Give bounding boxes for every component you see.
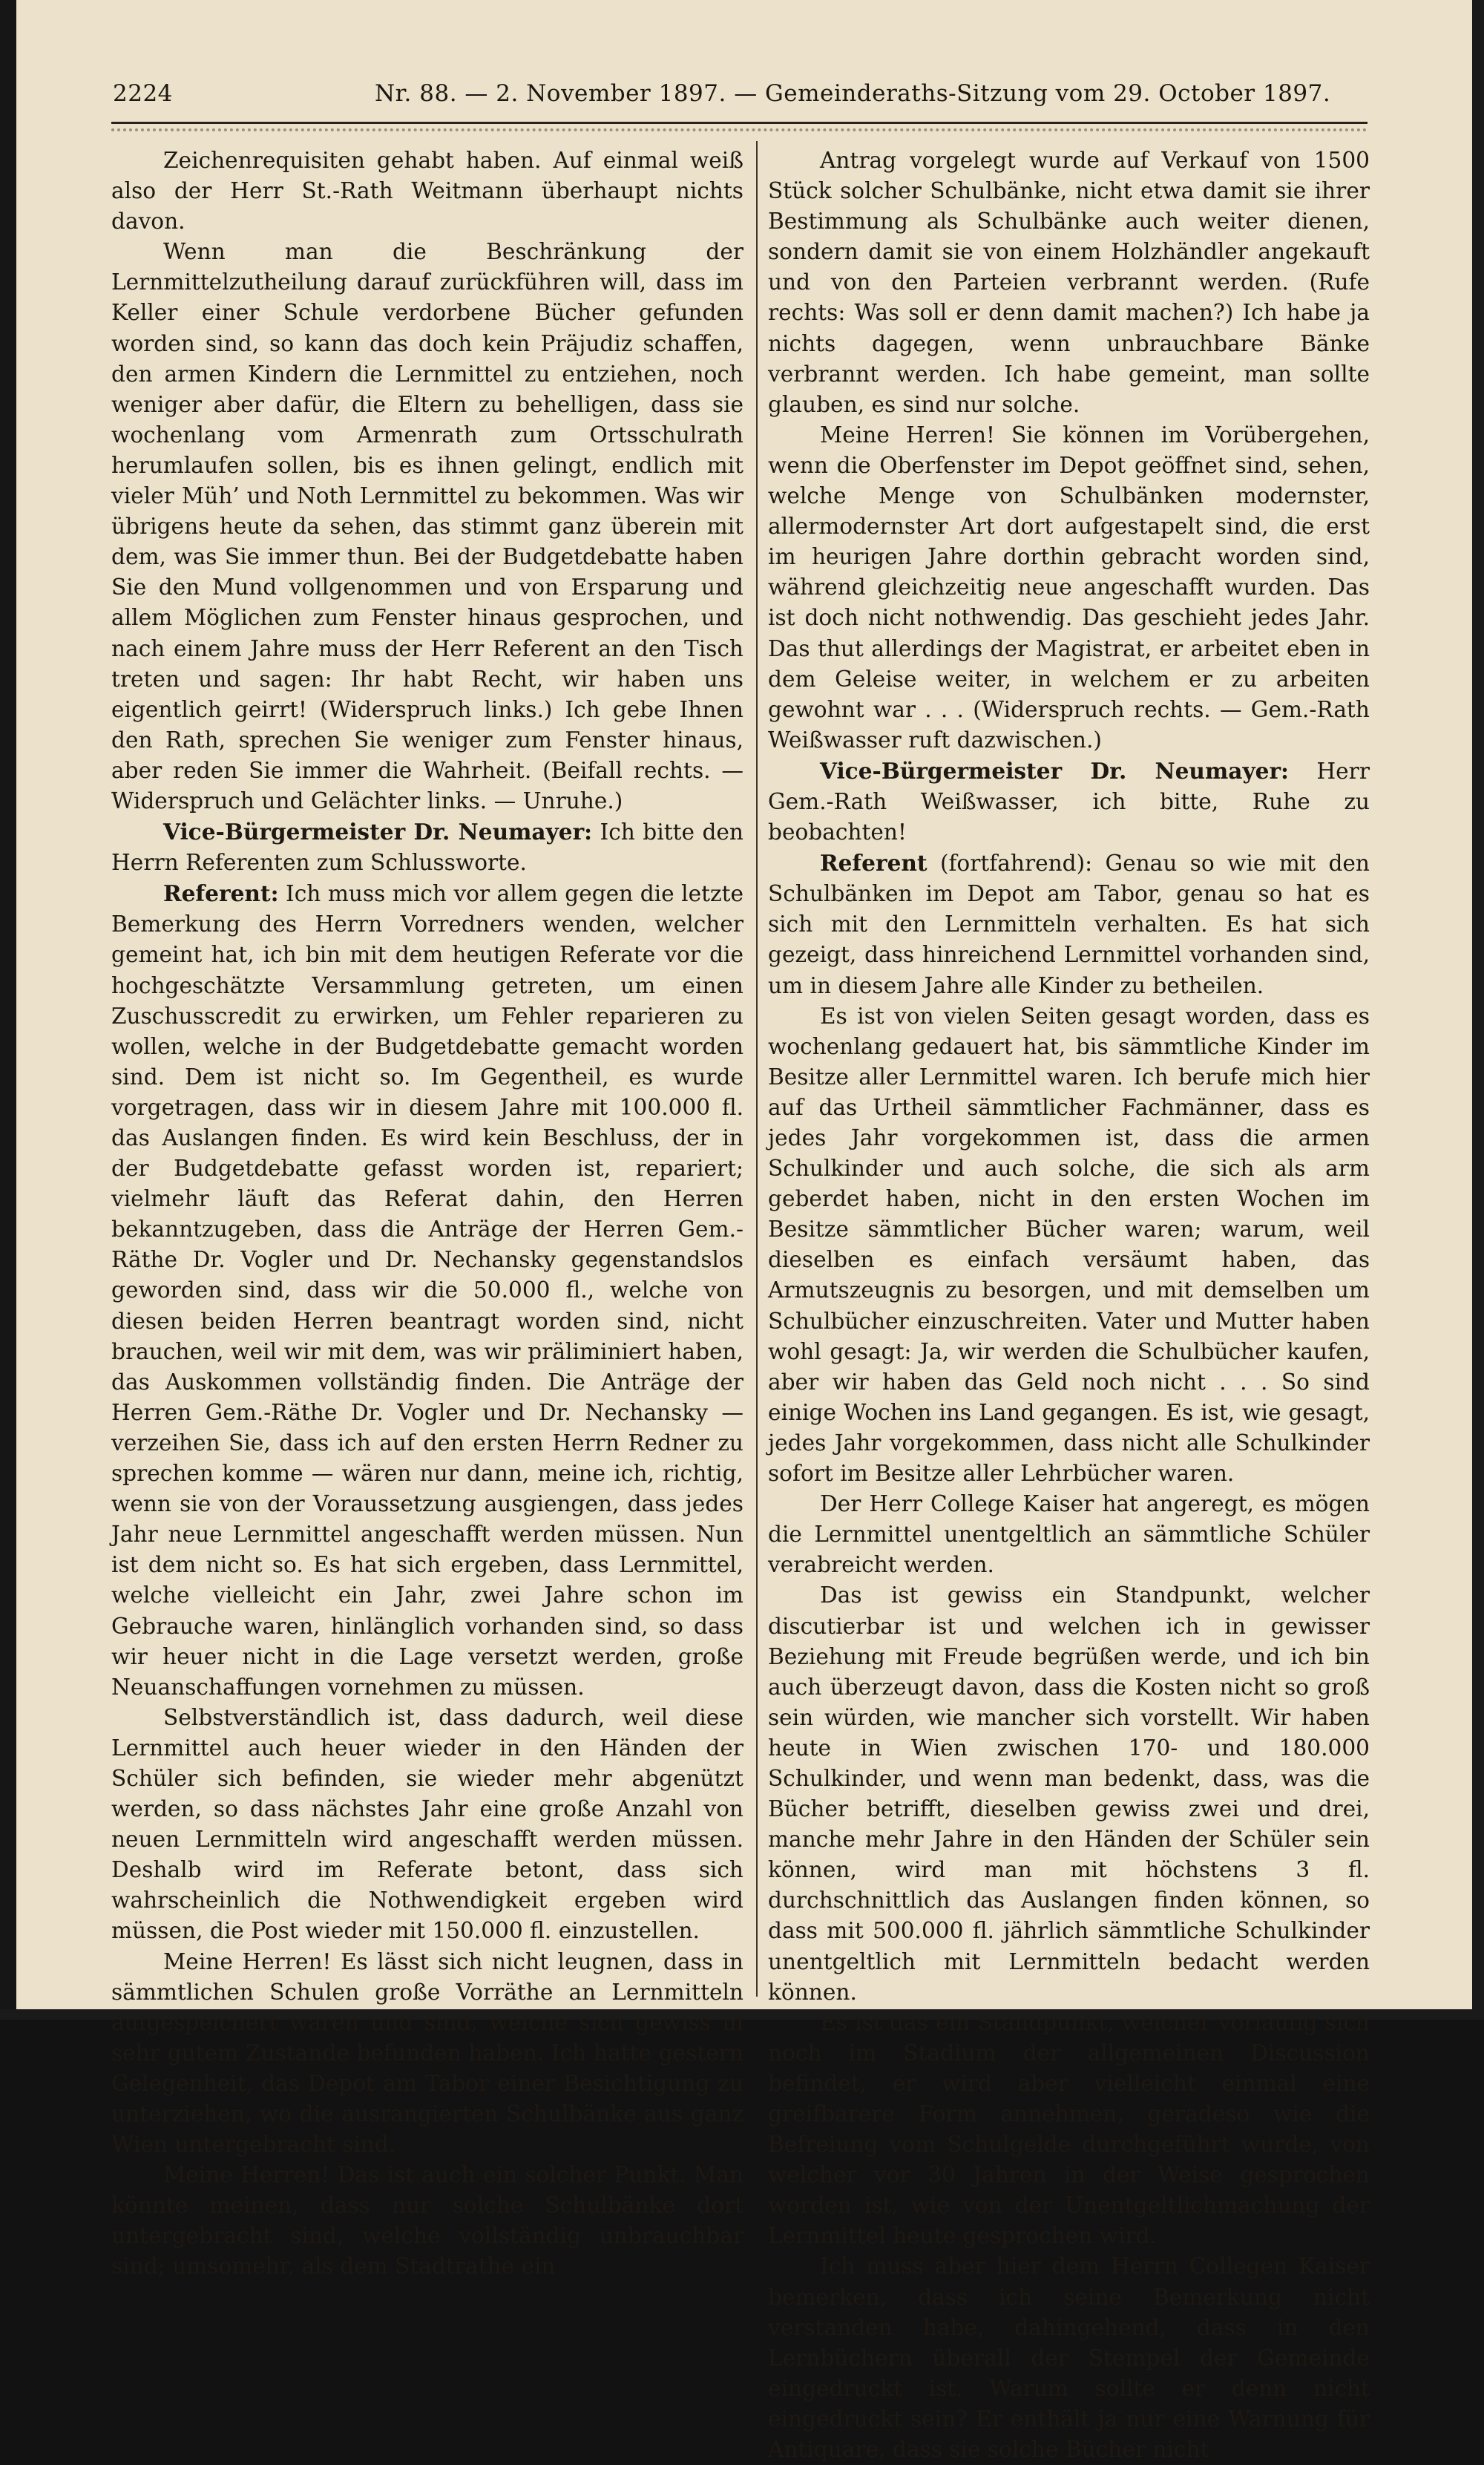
paragraph-text: Antrag vorgelegt wurde auf Verkauf von 1500 Stück solcher Schulbänke, nicht etwa damit sie ihrer Bestimmung als Schulbänke auch weiter dienen, sondern damit sie von einem Holzhändler angekauft und von den Parteien verbrannt werden. (Rufe rechts: Was soll er denn damit machen?) Ich habe ja nichts dagegen, wenn unbrauchbare Bänke verbrannt werden. Ich habe gemeint, man sollte glauben, es sind nur solche. [768, 148, 1370, 417]
paragraph-text: Ich muss mich vor allem gegen die letzte Bemerkung des Herrn Vorredners wenden, welcher gemeint hat, ich bin mit dem heutigen Referate vor die hochgeschätzte Versammlung getreten, um einen Zuschusscredit zu erwirken, um Fehler reparieren zu wollen, welche in der Budgetdebatte gemacht worden sind. Dem ist nicht so. Im Gegentheil, es wurde vorgetragen, dass wir in diesem Jahre mit 100.000 fl. das Auslangen finden. Es wird kein Beschluss, der in der Budgetdebatte gefasst worden ist, repariert; vielmehr läuft das Referat dahin, den Herren bekanntzugeben, dass die Anträge der Herren Gem.-Räthe Dr. Vogler und Dr. Nechansky gegenstandslos geworden sind, dass wir die 50.000 fl., welche von diesen beiden Herren beantragt worden sind, nicht brauchen, weil wir mit dem, was wir präliminiert haben, das Auskommen vollständig finden. Die Anträge der Herren Gem.-Räthe Dr. Vogler und Dr. Nechansky — verzeihen Sie, dass ich auf den ersten Herrn Redner zu sprechen komme — wären nur dann, meine ich, richtig, wenn sie von der Voraussetzung ausgiengen, dass jedes Jahr neue Lernmittel angeschafft werden müssen. Nun ist dem nicht so. Es hat sich ergeben, dass Lernmittel, welche vielleicht ein Jahr, zwei Jahre schon im Gebrauche waren, hinlänglich vorhanden sind, so dass wir heuer nicht in die Lage versetzt werden, große Neuanschaffungen vornehmen zu müssen. [111, 881, 743, 1700]
text-paragraph [768, 1489, 1370, 1580]
speaker-name: Vice-Bürgermeister Dr. Neumayer: [820, 757, 1289, 784]
speech-paragraph [111, 878, 743, 1703]
text-paragraph [768, 420, 1370, 756]
speech-paragraph [111, 816, 743, 878]
paragraph-text: Der Herr College Kaiser hat angeregt, es mögen die Lernmittel unentgeltlich an sämmtliche Schüler verabreicht werden. [768, 1491, 1370, 1578]
paragraph-text: Meine Herren! Sie können im Vorübergehen, wenn die Oberfenster im Depot geöffnet sind, sehen, welche Menge von Schulbänken modernster, allermodernster Art dort aufgestapelt sind, die erst im heurigen Jahre dorthin gebracht worden sind, während gleichzeitig neue angeschafft wurden. Das ist doch nicht nothwendig. Das geschieht jedes Jahr. Das thut allerdings der Magistrat, er arbeitet eben in dem Geleise weiter, in welchem er zu arbeiten gewohnt war . . . (Widerspruch rechts. — Gem.-Rath Weißwasser ruft dazwischen.) [768, 422, 1370, 753]
text-paragraph [111, 1947, 743, 2161]
page-header [111, 80, 1365, 114]
scan-border-left [0, 0, 16, 2020]
text-paragraph [768, 145, 1370, 420]
column-divider [756, 141, 758, 1997]
text-paragraph [768, 1580, 1370, 2007]
paragraph-text: Es ist von vielen Seiten gesagt worden, dass es wochenlang gedauert hat, bis sämmtliche Kinder im Besitze aller Lernmittel waren. Ich berufe mich hier auf das Urtheil sämmtlicher Fachmänner, dass es jedes Jahr vorgekommen ist, dass die armen Schulkinder und auch solche, die sich als arm geberdet haben, nicht in den ersten Wochen im Besitze sämmtlicher Bücher waren; warum, weil dieselben es einfach versäumt haben, das Armutszeugnis zu besorgen, und mit demselben um Schulbücher einzuschreiten. Vater und Mutter haben wohl gesagt: Ja, wir werden die Schulbücher kaufen, aber wir haben das Geld noch nicht . . . So sind einige Wochen ins Land gegangen. Es ist, wie gesagt, jedes Jahr vorgekommen, dass nicht alle Schulkinder sofort im Besitze aller Lehrbücher waren. [768, 1003, 1370, 1487]
speech-paragraph [768, 848, 1370, 1001]
paragraph-text: Meine Herren! Das ist auch ein solcher Punkt. Man könnte meinen, dass nur solche Schulbänke dort untergebracht sind, welche vollständig unbrauchbar sind; umsomehr, als dem Stadtrathe ein [111, 2162, 743, 2279]
text-paragraph [111, 1703, 743, 1947]
text-paragraph [768, 2251, 1370, 2465]
scan-border-right [1472, 0, 1484, 2020]
paragraph-text: Es ist das ein Standpunkt, welcher vorläufig sich noch im Stadium der allgemeinen Discussion befindet, er wird aber vielleicht einmal eine greifbarere Form annehmen, geradeso wie die Befreiung vom Schulgelde durchgeführt wurde, von welcher vor 30 Jahren in der Weise gesprochen worden ist, wie von der Unentgeltlichmachung der Lernmittel heute gesprochen wird. [768, 2009, 1370, 2249]
paragraph-text: (fortfahrend): Genau so wie mit den Schulbänken im Depot am Tabor, genau so hat es sich mit den Lernmitteln verhalten. Es hat sich gezeigt, dass hinreichend Lernmittel vorhanden sind, um in diesem Jahre alle Kinder zu betheilen. [768, 851, 1370, 998]
speaker-name: Vice-Bürgermeister Dr. Neumayer: [163, 819, 593, 845]
paragraph-text: Ich muss aber hier dem Herrn Collegen Kaiser bemerken, dass ich seine Bemerkung nicht verstanden habe, dahingehend, dass in den Lernbüchern überall der Stempel der Gemeinde eingedruckt ist. Warum sollte er denn nicht eingedruckt sein? Er enthält ja nur eine Warnung für Antiquare, dass sie solche Bücher nicht [768, 2253, 1370, 2463]
paragraph-text: Meine Herren! Es lässt sich nicht leugnen, dass in sämmtlichen Schulen große Vorräthe an Lernmitteln aufgespeichert waren und sind, welche sich gewiss in sehr gutem Zustande befunden haben. Ich hatte gestern Gelegenheit, das Depot am Tabor einer Besichtigung zu unterziehen, wo die ausrangierten Schulbänke aus ganz Wien untergebracht sind. [111, 1948, 743, 2158]
text-paragraph [111, 145, 743, 237]
paragraph-text: Wenn man die Beschränkung der Lernmittelzutheilung darauf zurückführen will, dass im Keller einer Schule verdorbene Bücher gefunden worden sind, so kann das doch kein Präjudiz schaffen, den armen Kindern die Lernmittel zu entziehen, noch weniger aber dafür, die Eltern zu behelligen, dass sie wochenlang vom Armenrath zum Ortsschulrath herumlaufen sollen, bis es ihnen gelingt, endlich mit vieler Müh’ und Noth Lernmittel zu bekommen. Was wir übrigens heute da sehen, das stimmt ganz überein mit dem, was Sie immer thun. Bei der Budgetdebatte haben Sie den Mund vollgenommen und von Ersparung und allem Möglichen zum Fenster hinaus gesprochen, und nach einem Jahre muss der Herr Referent an den Tisch treten und sagen: Ihr habt Recht, wir haben uns eigentlich geirrt! (Widerspruch links.) Ich gebe Ihnen den Rath, sprechen Sie weniger zum Fenster hinaus, aber reden Sie immer die Wahrheit. (Beifall rechts. — Widerspruch und Gelächter links. — Unruhe.) [111, 239, 743, 814]
paragraph-text: Das ist gewiss ein Standpunkt, welcher discutierbar ist und welchen ich in gewisser Beziehung mit Freude begrüßen werde, und ich bin auch überzeugt davon, dass die Kosten nicht so groß sein würden, wie mancher sich vorstellt. Wir haben heute in Wien zwischen 170- und 180.000 Schulkinder, und wenn man bedenkt, dass, was die Bücher betrifft, dieselben gewiss zwei und drei, manche mehr Jahre in den Händen der Schüler sein können, wird man mit höchstens 3 fl. durchschnittlich das Auslangen finden können, so dass mit 500.000 fl. jährlich sämmtliche Schulkinder unentgeltlich mit Lernmitteln bedacht werden können. [768, 1582, 1370, 2005]
page-number: 2224 [113, 80, 173, 107]
right-column [768, 145, 1370, 2463]
speaker-name: Referent: [163, 880, 279, 907]
paragraph-text: Zeichenrequisiten gehabt haben. Auf einmal weiß also der Herr St.-Rath Weitmann überhaupt nichts davon. [111, 148, 743, 235]
running-title: Nr. 88. — 2. November 1897. — Gemeinderaths-Sitzung vom 29. October 1897. [375, 80, 1331, 107]
paragraph-text: Ich bitte den Herrn Referenten zum Schlussworte. [111, 819, 743, 876]
left-column [111, 145, 743, 2279]
text-paragraph [111, 237, 743, 816]
text-paragraph [768, 2008, 1370, 2252]
speaker-name: Referent [820, 850, 928, 877]
text-paragraph [768, 1001, 1370, 1490]
text-paragraph [111, 2160, 743, 2282]
paragraph-text: Selbstverständlich ist, dass dadurch, weil diese Lernmittel auch heuer wieder in den Händen der Schüler sich befinden, sie wieder mehr abgenützt werden, so dass nächstes Jahr eine große Anzahl von neuen Lernmitteln wird angeschafft werden müssen. Deshalb wird im Referate betont, dass sich wahrscheinlich die Nothwendigkeit ergeben wird müssen, die Post wieder mit 150.000 fl. einzustellen. [111, 1704, 743, 1944]
header-rule [111, 122, 1368, 124]
paragraph-text: Herr Gem.-Rath Weißwasser, ich bitte, Ruhe zu beobachten! [768, 758, 1370, 845]
speech-paragraph [768, 756, 1370, 848]
